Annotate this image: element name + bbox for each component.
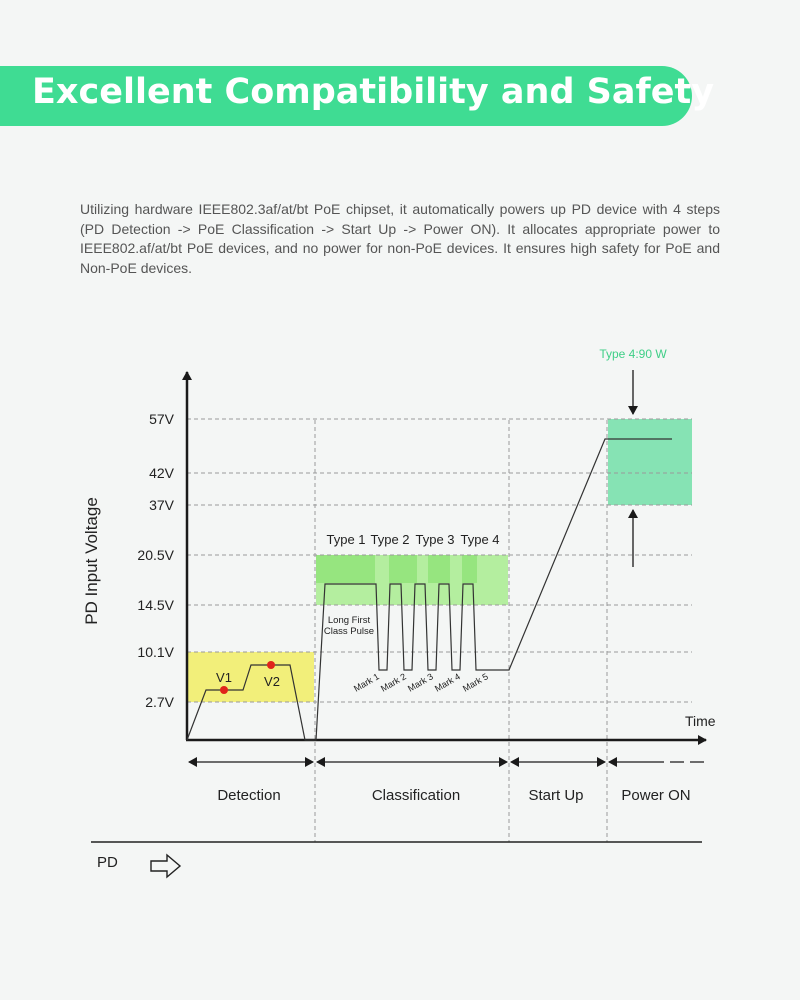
intro-paragraph: Utilizing hardware IEEE802.3af/at/bt PoE chipset, it automatically powers up PD device with 4 steps (PD Detection -> PoE Classification -> Start Up -> Power ON). It allocates appropriate power to IEEE802.af/at/bt PoE devices, and no power for non-PoE devices. It ensures high safety for PoE and Non-PoE devices.	[80, 201, 720, 276]
v2-label: V2	[264, 674, 280, 689]
pd-label: PD	[97, 854, 118, 871]
long-pulse-label-line2: Class Pulse	[323, 626, 375, 637]
tick-2-7v: 2.7V	[145, 694, 174, 710]
tick-20-5v: 20.5V	[137, 547, 174, 563]
page-title: Excellent Compatibility and Safety	[32, 72, 715, 112]
phase-classification: Classification	[371, 787, 461, 804]
mark-4-label: Mark 4	[433, 671, 462, 694]
right-arrow-icon	[148, 853, 184, 879]
voltage-tick-labels	[137, 411, 174, 710]
phase-detection: Detection	[217, 787, 281, 804]
mark-5-label: Mark 5	[461, 671, 490, 694]
type-4-label: Type 4	[460, 532, 500, 547]
phase-power-on: Power ON	[621, 787, 691, 804]
mark-3-label: Mark 3	[406, 671, 435, 694]
v1-point	[220, 686, 228, 694]
tick-14-5v: 14.5V	[137, 597, 174, 613]
type-1-label: Type 1	[326, 532, 366, 547]
y-axis-label: PD Input Voltage	[82, 497, 101, 625]
type-3-label: Type 3	[415, 532, 455, 547]
phase-start-up: Start Up	[528, 787, 584, 804]
v2-point	[267, 661, 275, 669]
classification-band-2	[389, 555, 417, 583]
v1-label: V1	[216, 670, 232, 685]
tick-57v: 57V	[149, 411, 174, 427]
tick-42v: 42V	[149, 465, 174, 481]
tick-37v: 37V	[149, 497, 174, 513]
classification-band-4	[462, 555, 477, 583]
x-axis-label: Time	[685, 713, 716, 729]
tick-10-1v: 10.1V	[137, 644, 174, 660]
class-type-labels	[326, 532, 499, 547]
type4-power-label: Type 4:90 W	[599, 347, 667, 361]
mark-2-label: Mark 2	[379, 671, 408, 694]
detection-zone	[187, 652, 314, 702]
type-2-label: Type 2	[370, 532, 410, 547]
long-pulse-label-line1: Long First	[327, 615, 371, 626]
classification-band-1	[316, 555, 375, 583]
mark-1-label: Mark 1	[352, 671, 381, 694]
phase-labels	[217, 787, 690, 804]
mark-labels	[352, 671, 490, 693]
power-on-zone	[608, 419, 692, 505]
classification-band-3	[428, 555, 450, 583]
